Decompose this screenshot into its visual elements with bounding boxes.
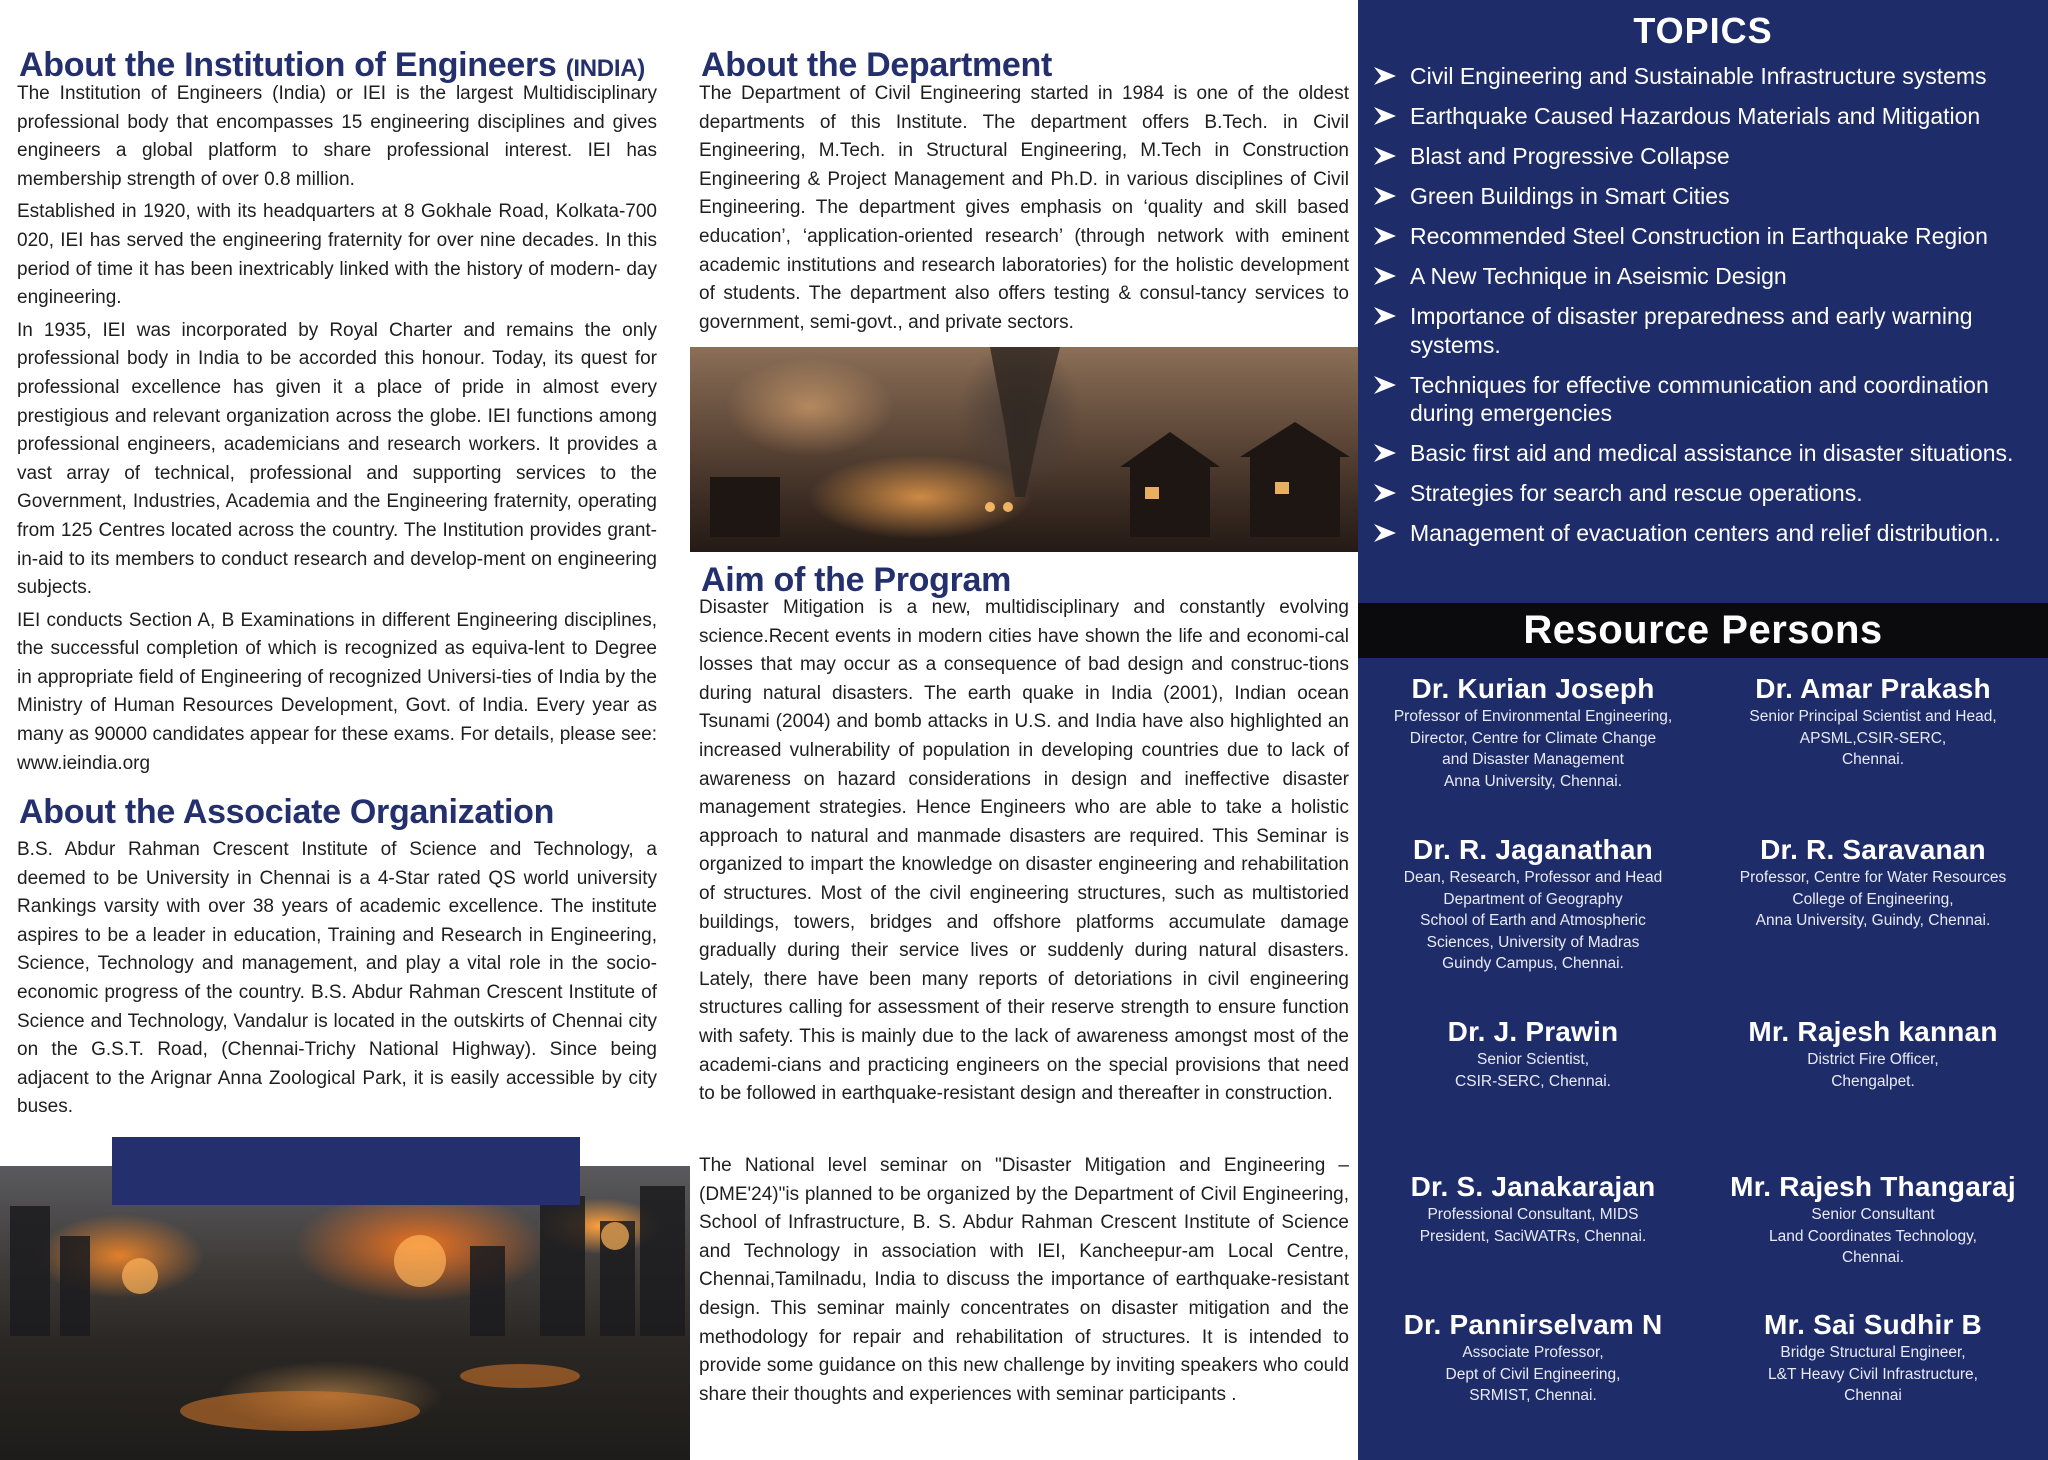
arrow-right-icon [1372,522,1398,544]
topic-item [1372,439,2042,468]
topics-list [1372,62,2042,559]
iei-paragraph: Established in 1920, with its headquarters at 8 Gokhale Road, Kolkata-700 020, IEI has served the engineering fraternity for over nine decades. In this period of time it has been inextricably linked with the history of modern- day engineering. [17,201,657,309]
arrow-right-icon [1372,442,1398,464]
topic-item [1372,62,2042,91]
arrow-right-icon [1372,225,1398,247]
city-skyline-illustration [0,1166,690,1460]
topic-text: Techniques for effective communication and coordination during emergencies [1410,371,1989,426]
topic-text: Green Buildings in Smart Cities [1410,183,1730,209]
topics-title: TOPICS [1633,10,1773,51]
person-description: Professor of Environmental Engineering, Director, Centre for Climate Change and Disaster Management Anna University, Chennai. [1393,708,1673,790]
topic-item [1372,302,2042,359]
person-description: Professor, Centre for Water Resources College of Engineering, Anna University, Guindy, Chennai. [1739,869,2007,929]
topic-text: Importance of disaster preparedness and early warning systems. [1410,303,1973,358]
person-name: Dr. J. Prawin [1447,1016,1619,1047]
iei-paragraph: In 1935, IEI was incorporated by Royal Charter and remains the only professional body in India to be accorded this honour. Today, its quest for professional excellence has given it a place of pride in almost every prestigious and relevant organization across the globe. IEI functions among professional engineers, academicians and research workers. It provides a vast array of technical, professional and supporting services to the Government, Industries, Academia and the Engineering fraternity, operating from 125 Centres located across the country. The Institution provides grant-in-aid to its members to conduct research and develop-ment on engineering subjects. [17,319,657,599]
topic-text: Strategies for search and rescue operations. [1410,480,1863,506]
person-description: Professional Consultant, MIDS President, SaciWATRs, Chennai. [1419,1206,1647,1245]
iei-body [17,80,657,782]
department-heading: About the Department [701,46,1053,84]
resource-person [1368,1308,1698,1407]
topic-text: Basic first aid and medical assistance in disaster situations. [1410,440,2014,466]
department-body [699,80,1349,341]
arrow-right-icon [1372,305,1398,327]
photo-label-box [112,1137,580,1205]
aim-body [699,594,1349,1113]
person-name: Dr. Kurian Joseph [1411,673,1655,704]
seminar-paragraph: The National level seminar on "Disaster Mitigation and Engineering – (DME'24)"is planned to be organized by the Department of Civil Engineering, School of Infrastructure, B. S. Abdur Rahman Crescent Institute of Science and Technology in association with IEI, Kancheepur-am Local Centre, Chennai,Tamilnadu, India to discuss the importance of earthquake-resistant design. This seminar mainly concentrates on disaster mitigation and the methodology for repair and rehabilitation of structures. It is intended to provide some guidance on this new challenge by inviting speakers who could share their thoughts and experiences with seminar participants . [699,1155,1349,1405]
tornado-illustration [690,347,1358,552]
person-name: Dr. R. Saravanan [1760,834,1986,865]
resource-person [1703,672,2043,771]
arrow-right-icon [1372,185,1398,207]
resource-person [1368,1015,1698,1092]
associate-paragraph: B.S. Abdur Rahman Crescent Institute of Science and Technology, a deemed to be University in Chennai is a 4-Star rated QS world university Rankings varsity with over 38 years of academic excellence. The institute aspires to be a leader in education, Training and Research in Engineering, Science, Technology and management, and play a vital role in the socio-economic progress of the country. B.S. Abdur Rahman Crescent Institute of Science and Technology, Vandalur is located in the outskirts of Chennai city on the G.S.T. Road, (Chennai-Trichy National Highway). Since being adjacent to the Arignar Anna Zoological Park, it is easily accessible by city buses. [17,839,657,1118]
resource-person [1703,833,2043,932]
person-name: Mr. Rajesh kannan [1748,1016,1998,1047]
person-description: Senior Scientist, CSIR-SERC, Chennai. [1455,1051,1611,1090]
person-name: Dr. Pannirselvam N [1403,1309,1663,1340]
department-paragraph: The Department of Civil Engineering started in 1984 is one of the oldest departments of this Institute. The department offers B.Tech. in Civil Engineering, M.Tech. in Structural Engineering, M.Tech in Construction Engineering & Project Management and Ph.D. in various disciplines of Civil Engineering. The department gives emphasis on ‘quality and skill based education’, ‘application-oriented research’ (through network with eminent academic institutions and research laboratories) for the holistic development of students. The department also offers testing & consul-tancy services to government, semi-govt., and private sectors. [699,83,1349,333]
aim-paragraph: Disaster Mitigation is a new, multidisciplinary and constantly evolving science.Recent events in modern cities have shown the life and economi-cal losses that may occur as a consequence of bad design and construc-tions during natural disasters. The earth quake in India (2001), Indian ocean Tsunami (2004) and bomb attacks in U.S. and India have also highlighted an increased vulnerability of population in developing countries due to lack of awareness on hazard considerations in design and ineffective disaster management strategies. Hence Engineers who are able to take a holistic approach to natural and manmade disasters are required. This Seminar is organized to impart the knowledge on disaster engineering and rehabilitation of structures. Most of the civil engineering structures, such as multistoried buildings, towers, bridges and offshore platforms accumulate damage gradually during their service lives or suddenly during natural disasters. Lately, there have been many reports of detoriations in civil engineering structures calling for assessment of their reserve strength to ensure function with safety. This is mainly due to the lack of awareness amongst most of the academi-cians and practicing engineers on the special provisions that need to be followed in earthquake-resistant design and thereafter in construction. [699,597,1349,1105]
resource-persons-title: Resource Persons [1523,608,1883,652]
person-name: Dr. Amar Prakash [1755,673,1991,704]
middle-column [690,0,1358,1460]
resource-person [1368,1170,1698,1247]
topic-item [1372,102,2042,131]
resource-person [1703,1170,2043,1269]
topic-item [1372,222,2042,251]
person-name: Mr. Sai Sudhir B [1764,1309,1982,1340]
topic-text: Blast and Progressive Collapse [1410,143,1730,169]
person-description: Senior Principal Scientist and Head, APSML,CSIR-SERC, Chennai. [1749,708,1997,768]
topic-item [1372,479,2042,508]
arrow-right-icon [1372,145,1398,167]
seminar-body [699,1152,1349,1413]
topic-text: A New Technique in Aseismic Design [1410,263,1787,289]
topic-text: Earthquake Caused Hazardous Materials and Mitigation [1410,103,1981,129]
person-description: Associate Professor, Dept of Civil Engineering, SRMIST, Chennai. [1445,1344,1621,1404]
iei-heading-suffix: (INDIA) [565,55,645,82]
arrow-right-icon [1372,374,1398,396]
person-description: Dean, Research, Professor and Head Department of Geography School of Earth and Atmospheric Sciences, University of Madras Guindy Campus, Chennai. [1403,869,1663,972]
tornado-street-photo [690,347,1358,552]
arrow-right-icon [1372,65,1398,87]
topic-text: Civil Engineering and Sustainable Infrastructure systems [1410,63,1987,89]
topic-item [1372,182,2042,211]
left-column [0,0,690,1460]
iei-heading-main: About the Institution of Engineers [19,46,557,84]
iei-paragraph: IEI conducts Section A, B Examinations in different Engineering disciplines, the successful completion of which is recognized as equiva-lent to Degree in appropriate field of Engineering of recognized Universi-ties of India by the Ministry of Human Resources Development, Govt. of India. Every year as many as 90000 candidates appear for these exams. For details, please see: www.ieindia.org [17,609,657,774]
person-description: District Fire Officer, Chengalpet. [1807,1051,1939,1090]
arrow-right-icon [1372,265,1398,287]
topic-item [1372,262,2042,291]
person-description: Bridge Structural Engineer, L&T Heavy Civil Infrastructure, Chennai [1768,1344,1978,1404]
topic-item [1372,519,2042,548]
topic-text: Management of evacuation centers and relief distribution.. [1410,520,2001,546]
arrow-right-icon [1372,105,1398,127]
associate-heading: About the Associate Organization [19,793,555,831]
aim-heading: Aim of the Program [701,561,1012,599]
iei-paragraph: The Institution of Engineers (India) or IEI is the largest Multidisciplinary professional body that encompasses 15 engineering disciplines and gives engineers a global platform to share professional interest. IEI has membership strength of over 0.8 million. [17,83,657,190]
person-description: Senior Consultant Land Coordinates Technology, Chennai. [1769,1206,1977,1266]
resource-person [1368,672,1698,792]
resource-person [1703,1015,2043,1092]
person-name: Dr. R. Jaganathan [1413,834,1653,865]
topic-text: Recommended Steel Construction in Earthquake Region [1410,223,1988,249]
topic-item [1372,371,2042,428]
associate-body [17,836,657,1126]
right-column [1358,0,2048,1460]
person-name: Dr. S. Janakarajan [1410,1171,1656,1202]
resource-person [1703,1308,2043,1407]
person-name: Mr. Rajesh Thangaraj [1730,1171,2016,1202]
arrow-right-icon [1372,482,1398,504]
resource-person [1368,833,1698,975]
city-disaster-photo [0,1166,690,1460]
topic-item [1372,142,2042,171]
